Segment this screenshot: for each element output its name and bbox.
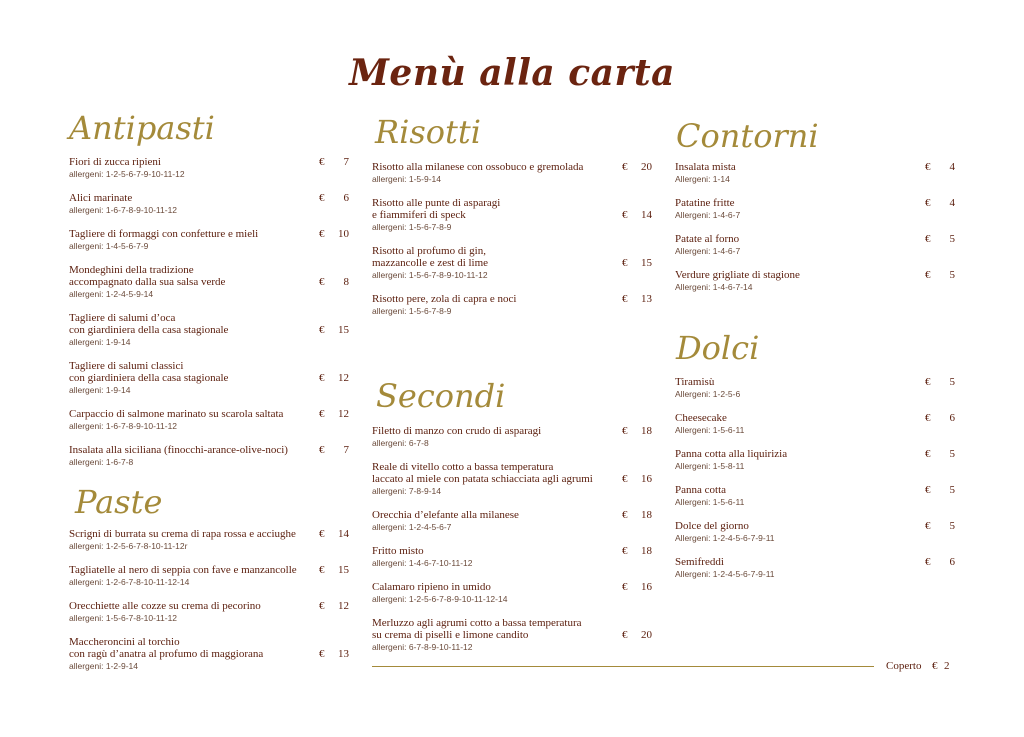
menu-item-name-line: Tagliere di salumi d’oca — [69, 312, 176, 324]
menu-item-name-line: Scrigni di burrata su crema di rapa rossa e acciughe — [69, 528, 296, 540]
currency-symbol: € — [319, 408, 325, 420]
menu-item — [372, 461, 652, 496]
menu-item-price — [319, 648, 349, 660]
menu-item-name-line: accompagnato dalla sua salsa verde — [69, 276, 226, 288]
menu-item-name — [372, 509, 652, 521]
menu-item-name-line: Panna cotta alla liquirizia — [675, 448, 788, 460]
menu-item-name — [69, 264, 349, 288]
price-value: 6 — [949, 412, 955, 424]
menu-item-price — [319, 156, 349, 168]
menu-item — [675, 197, 955, 220]
menu-item — [69, 192, 349, 215]
price-value: 16 — [641, 581, 652, 593]
menu-item-name-line: Orecchiette alle cozze su crema di pecorino — [69, 600, 261, 612]
coperto-currency: € — [932, 660, 938, 672]
menu-item-name-line: Risotto alle punte di asparagi — [372, 197, 501, 209]
currency-symbol: € — [622, 509, 628, 521]
menu-item-name-line: Tagliatelle al nero di seppia con fave e manzancolle — [69, 564, 297, 576]
menu-item-name-line: laccato al miele con patata schiacciata agli agrumi — [372, 473, 593, 485]
menu-item-allergens: allergeni: 1-5-6-7-8-9 — [372, 306, 452, 316]
paste-header — [75, 482, 355, 522]
menu-item-name — [69, 600, 349, 612]
price-value: 18 — [641, 509, 652, 521]
currency-symbol: € — [622, 257, 628, 269]
price-value: 15 — [641, 257, 652, 269]
menu-item-name-line: Tiramisù — [675, 376, 715, 388]
menu-item-name — [675, 484, 955, 496]
menu-item-name-line: Dolce del giorno — [675, 520, 749, 532]
menu-item-allergens: allergeni: 1-5-6-7-8-9 — [372, 222, 452, 232]
coperto-price: 2 — [944, 660, 950, 672]
section-title-risotti: Risotti — [375, 113, 481, 151]
menu-item-name — [69, 228, 349, 240]
menu-item-name-line: Reale di vitello cotto a bassa temperatura — [372, 461, 554, 473]
secondi-header — [376, 376, 656, 416]
menu-item-price — [925, 269, 955, 281]
currency-symbol: € — [925, 197, 931, 209]
menu-item-name — [69, 360, 349, 384]
menu-item-allergens: allergeni: 1-6-7-8-9-10-11-12 — [69, 205, 178, 215]
menu-item-name — [372, 245, 652, 269]
price-value: 7 — [343, 156, 349, 168]
currency-symbol: € — [319, 444, 325, 456]
menu-item-price — [319, 276, 349, 288]
menu-item-name — [372, 425, 652, 437]
price-value: 14 — [641, 209, 652, 221]
menu-item-price — [319, 564, 349, 576]
menu-item-allergens: Allergeni: 1-5-6-11 — [675, 425, 745, 435]
menu-item-name — [675, 233, 955, 245]
menu-item-price — [622, 581, 652, 593]
menu-item — [372, 161, 652, 184]
currency-symbol: € — [319, 648, 325, 660]
currency-symbol: € — [925, 376, 931, 388]
menu-item-name-line: Insalata alla siciliana (finocchi-arance-olive-noci) — [69, 444, 288, 456]
menu-item-name-line: Patate al forno — [675, 233, 740, 245]
menu-item-allergens: Allergeni: 1-2-5-6 — [675, 389, 741, 399]
currency-symbol: € — [622, 629, 628, 641]
menu-item — [675, 448, 955, 471]
column-left — [69, 108, 349, 148]
menu-item — [372, 545, 652, 568]
price-value: 5 — [949, 448, 955, 460]
currency-symbol: € — [622, 581, 628, 593]
menu-item-price — [319, 600, 349, 612]
menu-item-allergens: allergeni: 1-2-9-14 — [69, 661, 138, 671]
menu-item-name-line: Semifreddi — [675, 556, 724, 568]
currency-symbol: € — [319, 192, 325, 204]
menu-item-name-line: Verdure grigliate di stagione — [675, 269, 800, 281]
menu-item — [69, 408, 349, 431]
price-value: 20 — [641, 161, 652, 173]
menu-item-allergens: allergeni: 1-2-6-7-8-10-11-12-14 — [69, 577, 190, 587]
menu-item — [675, 161, 955, 184]
menu-item-name — [675, 161, 955, 173]
menu-item-name — [372, 617, 652, 641]
price-value: 4 — [949, 161, 955, 173]
menu-item-allergens: Allergeni: 1-4-6-7-14 — [675, 282, 753, 292]
currency-symbol: € — [622, 545, 628, 557]
section-title-paste: Paste — [75, 483, 163, 521]
menu-item-name — [69, 444, 349, 456]
menu-item-name-line: Panna cotta — [675, 484, 727, 496]
price-value: 4 — [949, 197, 955, 209]
menu-item-allergens: Allergeni: 1-2-4-5-6-7-9-11 — [675, 569, 775, 579]
currency-symbol: € — [925, 556, 931, 568]
price-value: 12 — [338, 600, 349, 612]
menu-item-price — [925, 197, 955, 209]
menu-item-allergens: allergeni: 1-4-6-7-10-11-12 — [372, 558, 473, 568]
menu-item-name — [69, 408, 349, 420]
price-value: 5 — [949, 376, 955, 388]
menu-item — [69, 528, 349, 551]
menu-item — [675, 233, 955, 256]
menu-item-name — [372, 161, 652, 173]
contorni-header — [676, 116, 956, 156]
menu-item — [372, 509, 652, 532]
menu-item-name-line: Patatine fritte — [675, 197, 735, 209]
currency-symbol: € — [319, 228, 325, 240]
menu-item-allergens: allergeni: 1-2-4-5-9-14 — [69, 289, 154, 299]
menu-item-allergens: Allergeni: 1-14 — [675, 174, 730, 184]
currency-symbol: € — [622, 473, 628, 485]
menu-item — [675, 520, 955, 543]
price-value: 5 — [949, 269, 955, 281]
menu-item-name-line: Tagliere di formaggi con confetture e mieli — [69, 228, 259, 240]
menu-item-allergens: allergeni: 1-5-9-14 — [372, 174, 441, 184]
menu-item — [675, 484, 955, 507]
menu-item — [372, 425, 652, 448]
menu-item-price — [925, 376, 955, 388]
price-value: 6 — [949, 556, 955, 568]
currency-symbol: € — [319, 156, 325, 168]
menu-item-name-line: su crema di piselli e limone candito — [372, 629, 529, 641]
menu-item-name-line: Calamaro ripieno in umido — [372, 581, 491, 593]
menu-item — [372, 293, 652, 316]
risotti-header — [375, 112, 655, 152]
section-title-secondi: Secondi — [376, 377, 506, 415]
menu-item-price — [622, 425, 652, 437]
menu-item-name — [69, 636, 349, 660]
menu-item-name-line: con giardiniera della casa stagionale — [69, 372, 229, 384]
menu-item-price — [622, 293, 652, 305]
section-title-contorni: Contorni — [676, 117, 819, 155]
menu-item-name — [372, 293, 652, 305]
menu-item-name-line: con giardiniera della casa stagionale — [69, 324, 229, 336]
menu-item-allergens: Allergeni: 1-4-6-7 — [675, 246, 741, 256]
price-value: 12 — [338, 408, 349, 420]
currency-symbol: € — [925, 161, 931, 173]
menu-item-name-line: Alici marinate — [69, 192, 133, 204]
menu-item-name-line: Risotto al profumo di gin, — [372, 245, 486, 257]
currency-symbol: € — [622, 209, 628, 221]
coperto-line — [886, 660, 956, 672]
price-value: 20 — [641, 629, 652, 641]
currency-symbol: € — [319, 324, 325, 336]
menu-item-price — [925, 556, 955, 568]
menu-item-name — [675, 556, 955, 568]
menu-item-allergens: allergeni: 1-2-4-5-6-7 — [372, 522, 452, 532]
price-value: 14 — [338, 528, 349, 540]
section-title-dolci: Dolci — [676, 329, 760, 367]
currency-symbol: € — [925, 520, 931, 532]
currency-symbol: € — [925, 269, 931, 281]
menu-item-price — [622, 161, 652, 173]
menu-item — [69, 312, 349, 347]
menu-item — [69, 444, 349, 467]
menu-item — [372, 617, 652, 652]
price-value: 13 — [641, 293, 652, 305]
menu-item-allergens: allergeni: 1-9-14 — [69, 337, 131, 347]
page-title: Menù alla carta — [349, 52, 675, 94]
menu-item-price — [622, 545, 652, 557]
menu-item-name — [372, 545, 652, 557]
currency-symbol: € — [925, 448, 931, 460]
menu-item-price — [319, 324, 349, 336]
price-value: 12 — [338, 372, 349, 384]
price-value: 15 — [338, 564, 349, 576]
menu-item-name — [69, 192, 349, 204]
menu-item — [69, 228, 349, 251]
menu-item-allergens: allergeni: 1-5-6-7-8-9-10-11-12 — [372, 270, 488, 280]
price-value: 16 — [641, 473, 652, 485]
menu-item-price — [925, 520, 955, 532]
price-value: 18 — [641, 425, 652, 437]
menu-item-allergens: allergeni: 6-7-8 — [372, 438, 429, 448]
menu-item-price — [622, 509, 652, 521]
menu-item-name — [675, 376, 955, 388]
menu-item-price — [622, 209, 652, 221]
menu-item-allergens: allergeni: 7-8-9-14 — [372, 486, 441, 496]
menu-item-name — [69, 312, 349, 336]
menu-item-name-line: Filetto di manzo con crudo di asparagi — [372, 425, 542, 437]
menu-item-name-line: Fiori di zucca ripieni — [69, 156, 161, 168]
price-value: 18 — [641, 545, 652, 557]
menu-item — [69, 600, 349, 623]
menu-item-allergens: allergeni: 1-6-7-8-9-10-11-12 — [69, 421, 178, 431]
currency-symbol: € — [319, 564, 325, 576]
dolci-header — [676, 328, 956, 368]
menu-item-name-line: mazzancolle e zest di lime — [372, 257, 489, 269]
menu-item-allergens: allergeni: 1-4-5-6-7-9 — [69, 241, 149, 251]
menu-item — [675, 412, 955, 435]
menu-item-allergens: allergeni: 6-7-8-9-10-11-12 — [372, 642, 473, 652]
menu-item-price — [925, 448, 955, 460]
menu-item — [372, 245, 652, 280]
menu-item — [69, 360, 349, 395]
menu-item-allergens: Allergeni: 1-5-6-11 — [675, 497, 745, 507]
menu-item-name-line: Orecchia d’elefante alla milanese — [372, 509, 519, 521]
menu-item-price — [319, 408, 349, 420]
menu-item-allergens: allergeni: 1-2-5-6-7-9-10-11-12 — [69, 169, 185, 179]
menu-item — [69, 264, 349, 299]
menu-item-allergens: allergeni: 1-2-5-6-7-8-10-11-12r — [69, 541, 188, 551]
menu-item-price — [925, 233, 955, 245]
menu-item-name — [675, 520, 955, 532]
menu-item-name — [372, 461, 652, 485]
menu-item — [675, 269, 955, 292]
divider-line — [372, 666, 874, 667]
menu-item — [372, 581, 652, 604]
price-value: 15 — [338, 324, 349, 336]
menu-item-name-line: Risotto pere, zola di capra e noci — [372, 293, 517, 305]
menu-item-price — [622, 473, 652, 485]
menu-item-name-line: Mondeghini della tradizione — [69, 264, 194, 276]
menu-item-name-line: Risotto alla milanese con ossobuco e gremolada — [372, 161, 584, 173]
menu-item-name-line: Maccheroncini al torchio — [69, 636, 180, 648]
menu-item — [69, 156, 349, 179]
menu-item-price — [622, 257, 652, 269]
menu-item-allergens: allergeni: 1-2-5-6-7-8-9-10-11-12-14 — [372, 594, 508, 604]
menu-item-price — [319, 372, 349, 384]
menu-item-name — [675, 412, 955, 424]
currency-symbol: € — [925, 412, 931, 424]
currency-symbol: € — [622, 425, 628, 437]
menu-item-price — [319, 228, 349, 240]
price-value: 7 — [343, 444, 349, 456]
coperto-label: Coperto — [886, 660, 922, 672]
menu-item-price — [925, 161, 955, 173]
currency-symbol: € — [319, 600, 325, 612]
menu-item-name-line: Insalata mista — [675, 161, 736, 173]
menu-item-name — [372, 581, 652, 593]
currency-symbol: € — [319, 276, 325, 288]
currency-symbol: € — [319, 372, 325, 384]
currency-symbol: € — [622, 161, 628, 173]
menu-item-name — [69, 156, 349, 168]
menu-item-price — [622, 629, 652, 641]
menu-item — [69, 564, 349, 587]
menu-item-allergens: allergeni: 1-6-7-8 — [69, 457, 134, 467]
price-value: 10 — [338, 228, 349, 240]
price-value: 5 — [949, 233, 955, 245]
menu-item-name-line: Fritto misto — [372, 545, 424, 557]
menu-item-name-line: Tagliere di salumi classici — [69, 360, 184, 372]
menu-item-name — [69, 528, 349, 540]
menu-item-price — [925, 484, 955, 496]
currency-symbol: € — [925, 484, 931, 496]
section-title-antipasti: Antipasti — [69, 109, 215, 147]
menu-item-name — [675, 448, 955, 460]
menu-item-allergens: Allergeni: 1-5-8-11 — [675, 461, 745, 471]
menu-item-price — [319, 528, 349, 540]
currency-symbol: € — [622, 293, 628, 305]
menu-item — [69, 636, 349, 671]
menu-item-name — [372, 197, 652, 221]
price-value: 8 — [343, 276, 349, 288]
price-value: 13 — [338, 648, 349, 660]
menu-item-allergens: Allergeni: 1-4-6-7 — [675, 210, 741, 220]
menu-item-name-line: Merluzzo agli agrumi cotto a bassa temperatura — [372, 617, 582, 629]
menu-item — [675, 376, 955, 399]
currency-symbol: € — [319, 528, 325, 540]
menu-item-price — [319, 192, 349, 204]
menu-item-name-line: Cheesecake — [675, 412, 727, 424]
menu-item-name-line: con ragù d’anatra al profumo di maggiorana — [69, 648, 264, 660]
menu-item — [675, 556, 955, 579]
menu-item-name-line: e fiammiferi di speck — [372, 209, 466, 221]
menu-item-allergens: Allergeni: 1-2-4-5-6-7-9-11 — [675, 533, 775, 543]
menu-item-allergens: allergeni: 1-5-6-7-8-10-11-12 — [69, 613, 178, 623]
menu-item-name — [675, 269, 955, 281]
menu-item-price — [319, 444, 349, 456]
menu-item — [372, 197, 652, 232]
price-value: 6 — [343, 192, 349, 204]
currency-symbol: € — [925, 233, 931, 245]
menu-item-name — [69, 564, 349, 576]
menu-item-name — [675, 197, 955, 209]
menu-item-name-line: Carpaccio di salmone marinato su scarola saltata — [69, 408, 284, 420]
menu-item-allergens: allergeni: 1-9-14 — [69, 385, 131, 395]
menu-item-price — [925, 412, 955, 424]
price-value: 5 — [949, 520, 955, 532]
price-value: 5 — [949, 484, 955, 496]
